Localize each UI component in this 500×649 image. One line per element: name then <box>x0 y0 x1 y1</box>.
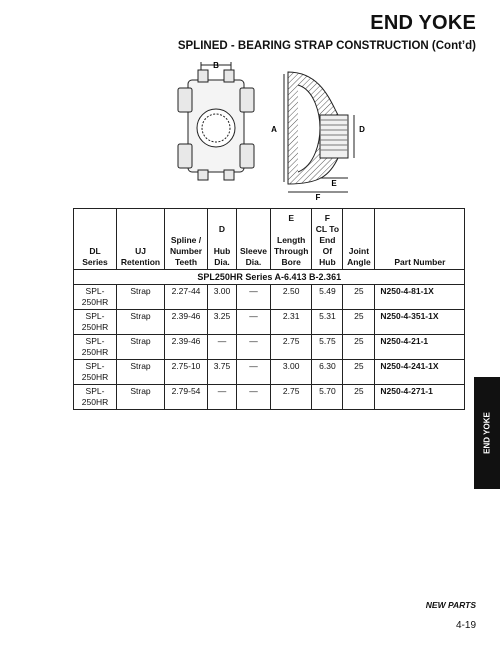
page-number: 4-19 <box>455 620 476 631</box>
col-header-spline-teeth: Spline / Number Teeth <box>165 209 208 270</box>
cell-uj-retention: Strap <box>117 360 165 385</box>
cell-joint-angle: 25 <box>343 360 375 385</box>
cell-length-bore: 2.75 <box>270 385 311 410</box>
col-header-length-bore <box>270 209 311 270</box>
cell-sleeve-dia: — <box>237 285 271 310</box>
table-row <box>74 335 465 360</box>
yoke-front-view <box>178 62 254 180</box>
cell-cl-end-hub: 5.75 <box>312 335 343 360</box>
cell-sleeve-dia: — <box>237 335 271 360</box>
cell-cl-end-hub: 5.49 <box>312 285 343 310</box>
cell-sleeve-dia: — <box>237 310 271 335</box>
cell-spline: 2.27-44 <box>165 285 208 310</box>
cell-cl-end-hub: 6.30 <box>312 360 343 385</box>
cell-hub-dia: — <box>208 385 237 410</box>
cell-hub-dia: 3.75 <box>208 360 237 385</box>
col-header-hub-dia-text: Hub Dia. <box>213 246 231 267</box>
cell-sleeve-dia: — <box>237 385 271 410</box>
cell-length-bore: 2.75 <box>270 335 311 360</box>
dim-label-a: A <box>271 125 277 134</box>
cell-joint-angle: 25 <box>343 385 375 410</box>
cell-spline: 2.79-54 <box>165 385 208 410</box>
cell-dl-series: SPL-250HR <box>74 385 117 410</box>
cell-hub-dia: 3.00 <box>208 285 237 310</box>
cell-cl-end-hub: 5.70 <box>312 385 343 410</box>
cell-part-number: N250-4-81-1X <box>375 285 465 310</box>
cell-uj-retention: Strap <box>117 385 165 410</box>
dim-label-e: E <box>331 179 337 188</box>
cell-dl-series: SPL-250HR <box>74 360 117 385</box>
table-row <box>74 310 465 335</box>
cell-hub-dia: — <box>208 335 237 360</box>
end-yoke-spec-table <box>73 208 465 410</box>
col-header-cl-end-hub <box>312 209 343 270</box>
cell-dl-series: SPL-250HR <box>74 310 117 335</box>
col-header-hub-dia <box>208 209 237 270</box>
series-row <box>74 270 465 285</box>
page-subtitle: SPLINED - BEARING STRAP CONSTRUCTION (Cont’d) <box>177 40 476 52</box>
yoke-side-view <box>284 72 354 192</box>
cell-length-bore: 3.00 <box>270 360 311 385</box>
dim-label-f: F <box>315 193 321 200</box>
side-section-tab <box>474 377 500 489</box>
cell-part-number: N250-4-241-1X <box>375 360 465 385</box>
col-header-uj-retention: UJ Retention <box>117 209 165 270</box>
col-header-dl-series: DL Series <box>74 209 117 270</box>
dim-label-b: B <box>213 61 219 70</box>
side-tab-label: END YOKE <box>482 412 492 454</box>
cell-part-number: N250-4-271-1 <box>375 385 465 410</box>
dim-header-e: E <box>288 213 295 223</box>
cell-joint-angle: 25 <box>343 285 375 310</box>
cell-cl-end-hub: 5.31 <box>312 310 343 335</box>
cell-uj-retention: Strap <box>117 310 165 335</box>
page-title: END YOKE <box>370 12 476 34</box>
cell-length-bore: 2.50 <box>270 285 311 310</box>
cell-hub-dia: 3.25 <box>208 310 237 335</box>
dim-header-f: F <box>324 213 330 223</box>
table-header-row <box>74 209 465 270</box>
cell-joint-angle: 25 <box>343 335 375 360</box>
cell-spline: 2.75-10 <box>165 360 208 385</box>
table-row <box>74 360 465 385</box>
cell-spline: 2.39-46 <box>165 310 208 335</box>
cell-length-bore: 2.31 <box>270 310 311 335</box>
cell-dl-series: SPL-250HR <box>74 285 117 310</box>
dim-label-d: D <box>359 125 365 134</box>
cell-uj-retention: Strap <box>117 285 165 310</box>
cell-joint-angle: 25 <box>343 310 375 335</box>
col-header-cl-end-hub-text: CL To End Of Hub <box>315 224 340 267</box>
col-header-joint-angle: Joint Angle <box>343 209 375 270</box>
col-header-part-number: Part Number <box>375 209 465 270</box>
col-header-length-bore-text: Length Through Bore <box>273 235 309 267</box>
cell-uj-retention: Strap <box>117 335 165 360</box>
cell-part-number: N250-4-21-1 <box>375 335 465 360</box>
cell-sleeve-dia: — <box>237 360 271 385</box>
series-title: SPL250HR Series A-6.413 B-2.361 <box>74 270 465 285</box>
new-parts-note: NEW PARTS <box>425 600 476 610</box>
dim-header-d: D <box>218 224 226 234</box>
table-row <box>74 285 465 310</box>
cell-part-number: N250-4-351-1X <box>375 310 465 335</box>
col-header-sleeve-dia: Sleeve Dia. <box>237 209 271 270</box>
end-yoke-drawing <box>170 60 380 200</box>
cell-spline: 2.39-46 <box>165 335 208 360</box>
cell-dl-series: SPL-250HR <box>74 335 117 360</box>
table-row <box>74 385 465 410</box>
